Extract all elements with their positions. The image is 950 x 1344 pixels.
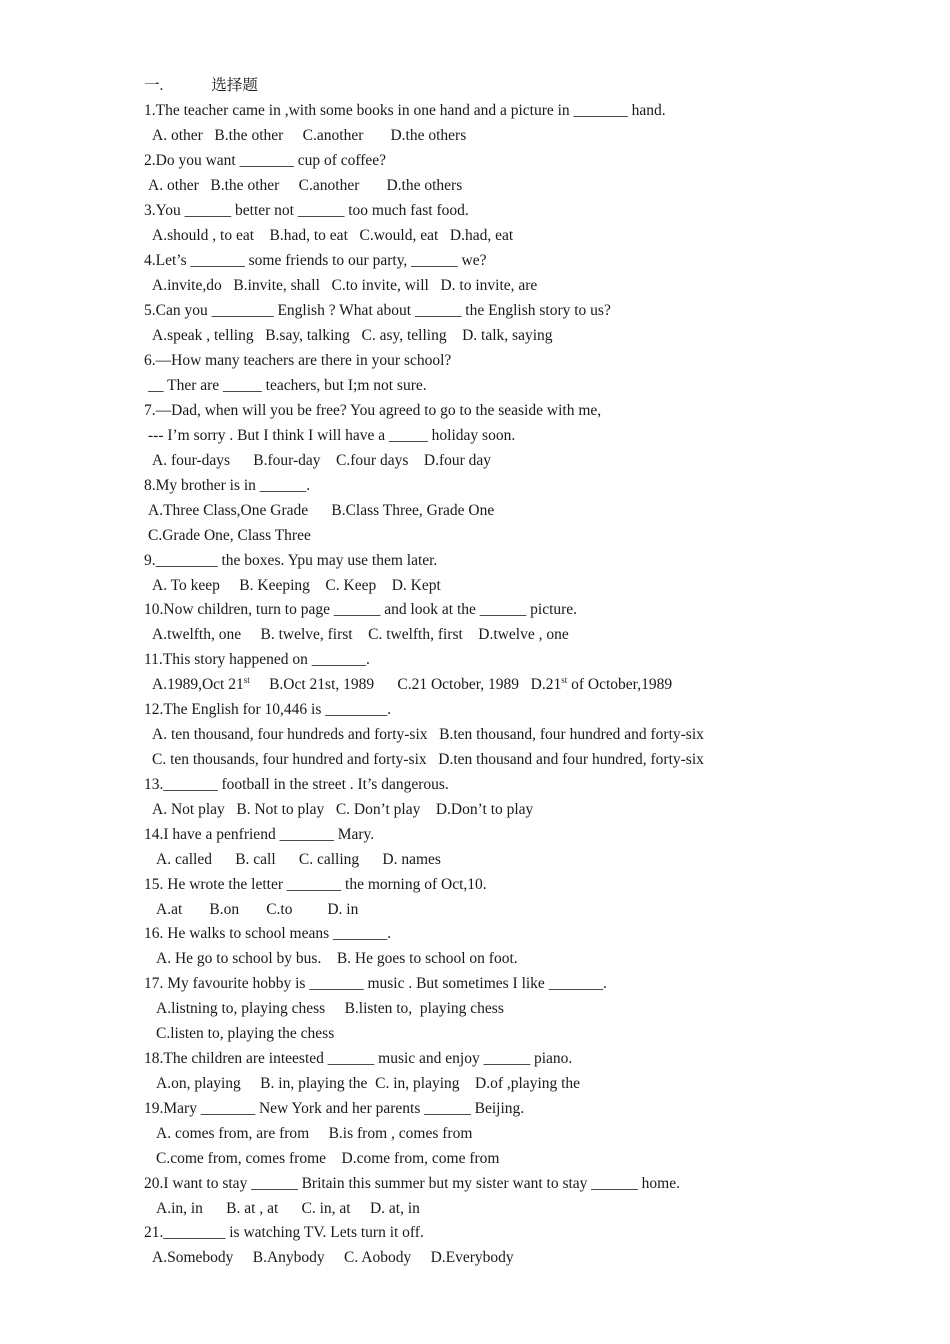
question-7-stem: 7.—Dad, when will you be free? You agreed to go to the seaside with me, [144,402,602,419]
question-14-stem: 14.I have a penfriend _______ Mary. [144,826,375,843]
question-4-stem: 4.Let’s _______ some friends to our party, ______ we? [144,252,487,269]
question-17-options: A.listning to, playing chess B.listen to, playing chess [156,1000,504,1017]
ordinal-suffix: st [243,675,250,685]
question-17-stem: 17. My favourite hobby is _______ music . But sometimes I like _______. [144,975,607,992]
question-21-stem: 21.________ is watching TV. Lets turn it off. [144,1224,424,1241]
question-1-options: A. other B.the other C.another D.the others [152,127,467,144]
question-8-stem: 8.My brother is in ______. [144,477,311,494]
question-7-line2: --- I’m sorry . But I think I will have a _____ holiday soon. [148,427,516,444]
option-d-tail: of October,1989 [567,676,673,693]
question-13-stem: 13._______ football in the street . It’s dangerous. [144,776,449,793]
question-8-options: A.Three Class,One Grade B.Class Three, Grade One [148,502,495,519]
question-11-stem: 11.This story happened on _______. [144,651,370,668]
question-13-options: A. Not play B. Not to play C. Don’t play D.Don’t to play [152,801,534,818]
question-6-line2: __ Ther are _____ teachers, but I;m not sure. [148,377,427,394]
ordinal-suffix: st [561,675,568,685]
question-12-stem: 12.The English for 10,446 is ________. [144,701,392,718]
question-2-options: A. other B.the other C.another D.the others [148,177,463,194]
question-9-stem: 9.________ the boxes. Ypu may use them later. [144,552,438,569]
question-20-stem: 20.I want to stay ______ Britain this summer but my sister want to stay ______ home. [144,1175,680,1192]
question-19-options: A. comes from, are from B.is from , comes from [156,1125,473,1142]
option-a-text: A.1989,Oct 21 [152,676,244,693]
question-9-options: A. To keep B. Keeping C. Keep D. Kept [152,577,441,594]
question-8-options-2: C.Grade One, Class Three [148,527,311,544]
question-6-stem: 6.—How many teachers are there in your school? [144,352,452,369]
option-bcd-text: B.Oct 21st, 1989 C.21 October, 1989 D.21 [249,676,562,693]
question-3-options: A.should , to eat B.had, to eat C.would, eat D.had, eat [152,227,514,244]
question-18-stem: 18.The children are inteested ______ music and enjoy ______ piano. [144,1050,573,1067]
question-5-stem: 5.Can you ________ English ? What about ______ the English story to us? [144,302,611,319]
question-7-options: A. four-days B.four-day C.four days D.four day [152,452,492,469]
question-1-stem: 1.The teacher came in ,with some books in one hand and a picture in _______ hand. [144,102,666,119]
question-10-options: A.twelfth, one B. twelve, first C. twelfth, first D.twelve , one [152,626,569,643]
question-5-options: A.speak , telling B.say, talking C. asy, telling D. talk, saying [152,327,553,344]
question-4-options: A.invite,do B.invite, shall C.to invite, will D. to invite, are [152,277,538,294]
question-15-stem: 15. He wrote the letter _______ the morning of Oct,10. [144,876,487,893]
section-heading [144,76,258,96]
question-21-options: A.Somebody B.Anybody C. Aobody D.Everybody [152,1249,514,1266]
question-12-options-2: C. ten thousands, four hundred and forty-six D.ten thousand and four hundred, forty-six [152,751,704,768]
question-2-stem: 2.Do you want _______ cup of coffee? [144,152,387,169]
question-17-options-2: C.listen to, playing the chess [156,1025,335,1042]
question-15-options: A.at B.on C.to D. in [156,901,359,918]
question-19-stem: 19.Mary _______ New York and her parents ______ Beijing. [144,1100,525,1117]
question-3-stem: 3.You ______ better not ______ too much fast food. [144,202,469,219]
question-20-options: A.in, in B. at , at C. in, at D. at, in [156,1200,420,1217]
question-14-options: A. called B. call C. calling D. names [156,851,441,868]
section-title: 选择题 [211,77,258,94]
question-18-options: A.on, playing B. in, playing the C. in, playing D.of ,playing the [156,1075,581,1092]
question-16-stem: 16. He walks to school means _______. [144,925,392,942]
section-number: 一. [144,77,164,94]
question-16-options: A. He go to school by bus. B. He goes to school on foot. [156,950,518,967]
question-19-options-2: C.come from, comes frome D.come from, come from [156,1150,500,1167]
question-10-stem: 10.Now children, turn to page ______ and look at the ______ picture. [144,601,578,618]
question-11-options [152,675,672,695]
question-12-options: A. ten thousand, four hundreds and forty-six B.ten thousand, four hundred and forty-six [152,726,704,743]
